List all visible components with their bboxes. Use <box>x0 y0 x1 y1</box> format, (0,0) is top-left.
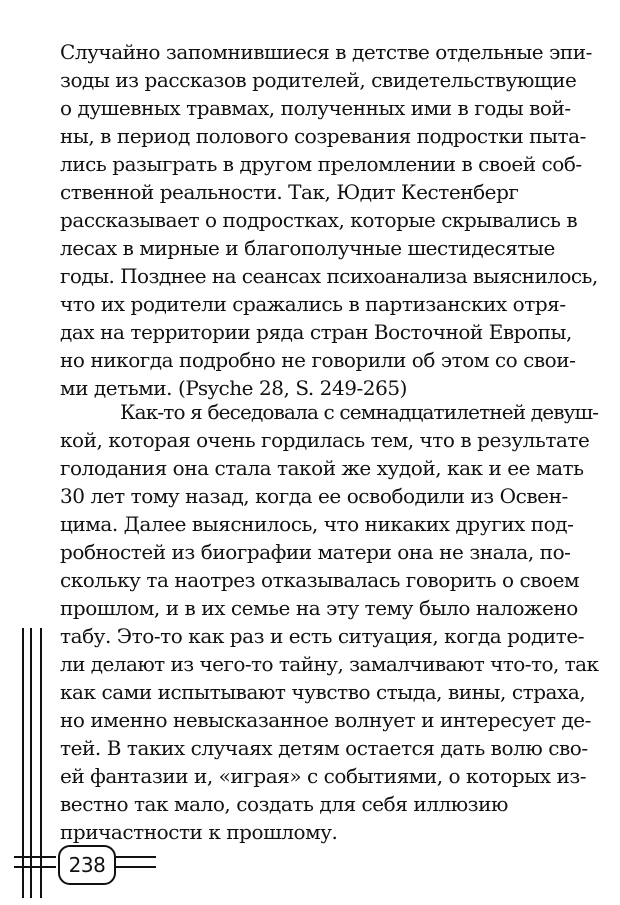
text-line: табу. Это-то как раз и есть ситуация, когда родите- <box>60 624 585 648</box>
text-line: годы. Позднее на сеансах психоанализа выяснилось, <box>60 264 598 288</box>
text-line: прошлом, и в их семье на эту тему было наложено <box>60 596 578 620</box>
text-line: но именно невысказанное волнует и интересует де- <box>60 708 591 732</box>
page-number-frame <box>58 845 116 885</box>
text-line: ны, в период полового созревания подростки пыта- <box>60 124 586 148</box>
text-line: лись разыграть в другом преломлении в своей соб- <box>60 152 582 176</box>
text-line: лесах в мирные и благополучные шестидесятые <box>60 236 555 260</box>
text-line: как сами испытывают чувство стыда, вины, страха, <box>60 680 586 704</box>
text-line: Случайно запомнившиеся в детстве отдельные эпи- <box>60 40 592 64</box>
footer-rule <box>14 866 56 868</box>
footer-rule <box>14 856 56 858</box>
text-line: Как-то я беседовала с семнадцатилетней девуш- <box>120 400 599 424</box>
text-line: ственной реальности. Так, Юдит Кестенберг <box>60 180 519 204</box>
text-line: ми детьми. (Psyche 28, S. 249-265) <box>60 376 407 400</box>
text-line: зоды из рассказов родителей, свидетельствующие <box>60 68 577 92</box>
text-line: кой, которая очень гордилась тем, что в результате <box>60 428 590 452</box>
paragraph-2 <box>60 398 600 846</box>
text-line: робностей из биографии матери она не знала, по- <box>60 540 571 564</box>
footer-rule <box>116 856 156 858</box>
text-line: ей фантазии и, «играя» с событиями, о которых из- <box>60 764 587 788</box>
text-line: 30 лет тому назад, когда ее освободили из Освен- <box>60 484 568 508</box>
text-line: скольку та наотрез отказывалась говорить о своем <box>60 568 580 592</box>
text-line: что их родители сражались в партизанских отря- <box>60 292 566 316</box>
text-line: голодания она стала такой же худой, как и ее мать <box>60 456 584 480</box>
paragraph-1 <box>60 38 600 402</box>
text-line: дах на территории ряда стран Восточной Европы, <box>60 320 572 344</box>
footer-rule <box>116 866 156 868</box>
text-line: о душевных травмах, полученных ими в годы вой- <box>60 96 571 120</box>
text-line: цима. Далее выяснилось, что никаких других под- <box>60 512 574 536</box>
text-line: ли делают из чего-то тайну, замалчивают что-то, так <box>60 652 599 676</box>
text-line: рассказывает о подростках, которые скрывались в <box>60 208 578 232</box>
text-line: тей. В таких случаях детям остается дать волю сво- <box>60 736 588 760</box>
text-line: вестно так мало, создать для себя иллюзию <box>60 792 508 816</box>
text-line: причастности к прошлому. <box>60 820 338 844</box>
page-number: 238 <box>68 853 106 877</box>
text-line: но никогда подробно не говорили об этом со свои- <box>60 348 576 372</box>
